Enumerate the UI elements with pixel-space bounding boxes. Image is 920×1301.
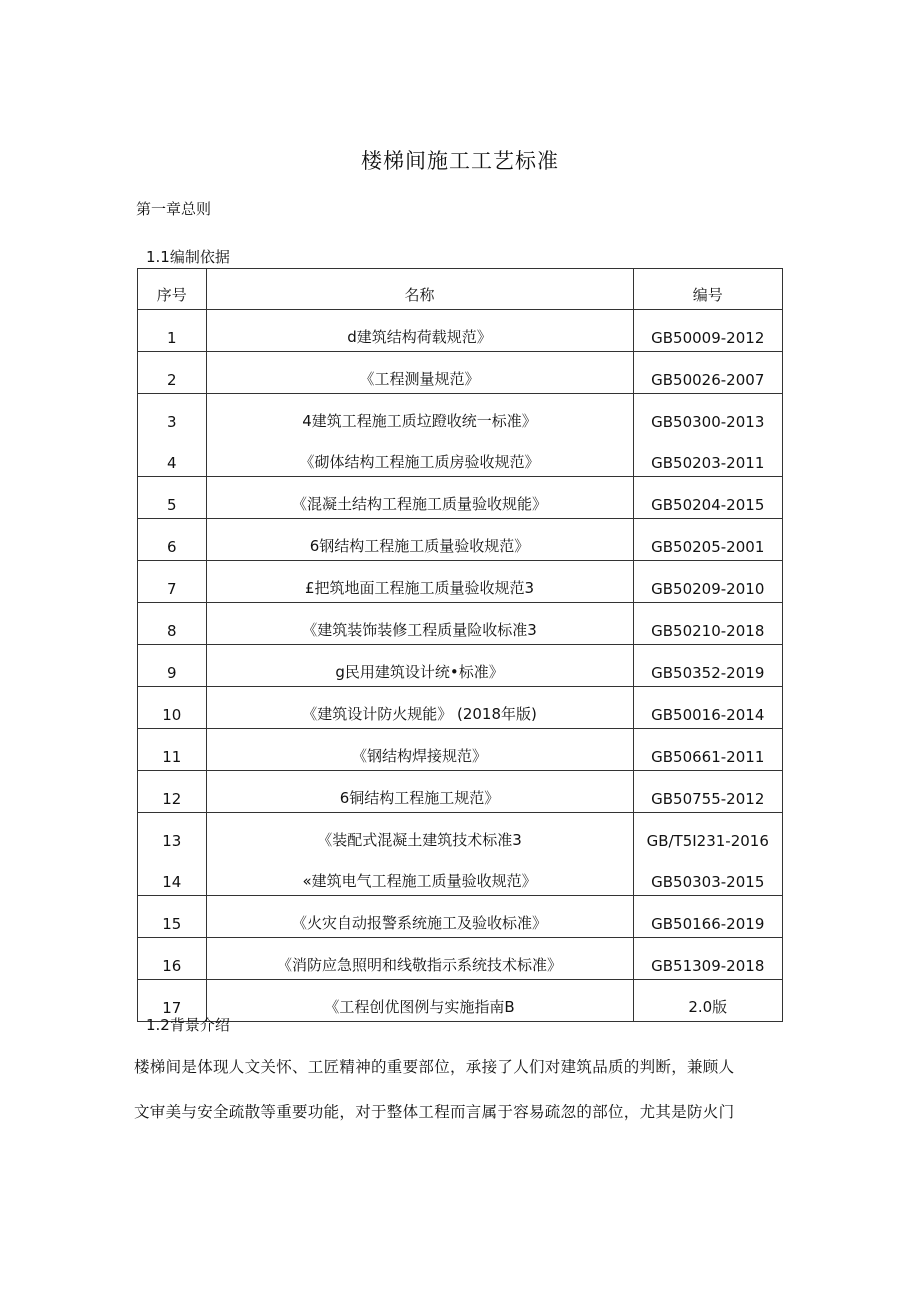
- cell-index: 11: [138, 729, 207, 771]
- cell-code: GB50205-2001: [633, 519, 783, 561]
- table-row: [138, 687, 783, 729]
- table-row: [138, 394, 783, 436]
- cell-index: 10: [138, 687, 207, 729]
- paragraph-line: 文审美与安全疏散等重要功能，对于整体工程而言属于容易疏忽的部位，尤其是防火门: [134, 1103, 735, 1121]
- cell-index: 2: [138, 352, 207, 394]
- cell-code: GB50661-2011: [633, 729, 783, 771]
- table-row: [138, 896, 783, 938]
- cell-index: 16: [138, 938, 207, 980]
- cell-code: GB50166-2019: [633, 896, 783, 938]
- table-row: [138, 980, 783, 1022]
- cell-index: 1: [138, 310, 207, 352]
- cell-code: GB50210-2018: [633, 603, 783, 645]
- cell-name: 《装配式混凝土建筑技术标准3: [206, 813, 633, 855]
- cell-index: 7: [138, 561, 207, 603]
- cell-code: GB50016-2014: [633, 687, 783, 729]
- cell-index: 5: [138, 477, 207, 519]
- table-row: [138, 771, 783, 813]
- cell-code: GB50026-2007: [633, 352, 783, 394]
- cell-code: GB51309-2018: [633, 938, 783, 980]
- cell-index: 14: [138, 854, 207, 896]
- table-row: [138, 938, 783, 980]
- table-row: [138, 813, 783, 855]
- paragraph-line: 楼梯间是体现人文关怀、工匠精神的重要部位，承接了人们对建筑品质的判断，兼顾人: [134, 1058, 735, 1076]
- cell-code: GB/T5I231-2016: [646, 832, 769, 850]
- header-code: 编号: [633, 269, 783, 310]
- table-row: [138, 477, 783, 519]
- table-row: [138, 435, 783, 477]
- cell-name: 《火灾自动报警系统施工及验收标准》: [206, 896, 633, 938]
- table-header-row: [138, 269, 783, 310]
- cell-code: GB50300-2013: [651, 413, 765, 431]
- section-heading-basis: 1.1编制依据: [146, 248, 230, 266]
- cell-name: 《建筑装饰装修工程质量险收标准3: [206, 603, 633, 645]
- cell-name: g民用建筑设计统•标准》: [206, 645, 633, 687]
- table-row: [138, 561, 783, 603]
- chapter-heading: 第一章总则: [136, 200, 212, 218]
- cell-index: 4: [138, 435, 207, 477]
- cell-index: 8: [138, 603, 207, 645]
- cell-name: 《建筑设计防火规能》 (2018年版): [206, 687, 633, 729]
- cell-code: GB50203-2011: [633, 435, 783, 477]
- cell-index: 9: [138, 645, 207, 687]
- table-row: [138, 352, 783, 394]
- cell-index: 17: [138, 980, 207, 1022]
- cell-name: «建筑电气工程施工质量验收规范》: [206, 854, 633, 896]
- cell-name: £把筑地面工程施工质量验收规范3: [206, 561, 633, 603]
- cell-index: 6: [138, 519, 207, 561]
- cell-code: GB50209-2010: [633, 561, 783, 603]
- cell-code: GB50009-2012: [633, 310, 783, 352]
- cell-name: 6钢结构工程施工质量验收规范》: [206, 519, 633, 561]
- section-heading-background: 1.2背景介绍: [146, 1016, 230, 1034]
- table-row: [138, 603, 783, 645]
- standards-table: [137, 268, 783, 1022]
- table-row: [138, 645, 783, 687]
- cell-name: 《工程测量规范》: [206, 352, 633, 394]
- header-index: 序号: [138, 269, 207, 310]
- table-row: [138, 519, 783, 561]
- cell-index: 3: [167, 413, 177, 431]
- cell-name: 《混凝土结构工程施工质量验收规能》: [206, 477, 633, 519]
- cell-code: 2.0版: [633, 980, 783, 1022]
- cell-name: d建筑结构荷载规范》: [206, 310, 633, 352]
- cell-code: GB50352-2019: [633, 645, 783, 687]
- cell-name: 4建筑工程施工质垃蹬收统一标准》: [206, 394, 633, 436]
- cell-name: 《钢结构焊接规范》: [206, 729, 633, 771]
- cell-code: GB50204-2015: [633, 477, 783, 519]
- table-row: [138, 854, 783, 896]
- cell-name: 6铜结构工程施工规范》: [206, 771, 633, 813]
- cell-name: 《消防应急照明和线敬指示系统技术标准》: [206, 938, 633, 980]
- table-row: [138, 310, 783, 352]
- header-name: 名称: [206, 269, 633, 310]
- document-title: 楼梯间施工工艺标准: [361, 149, 559, 173]
- cell-name: 《工程创优图例与实施指南B: [206, 980, 633, 1022]
- cell-index: 13: [162, 832, 182, 850]
- cell-name: 《砌体结构工程施工质房验收规范》: [206, 435, 633, 477]
- cell-index: 12: [138, 771, 207, 813]
- cell-code: GB50303-2015: [633, 854, 783, 896]
- cell-index: 15: [138, 896, 207, 938]
- table-row: [138, 729, 783, 771]
- cell-code: GB50755-2012: [633, 771, 783, 813]
